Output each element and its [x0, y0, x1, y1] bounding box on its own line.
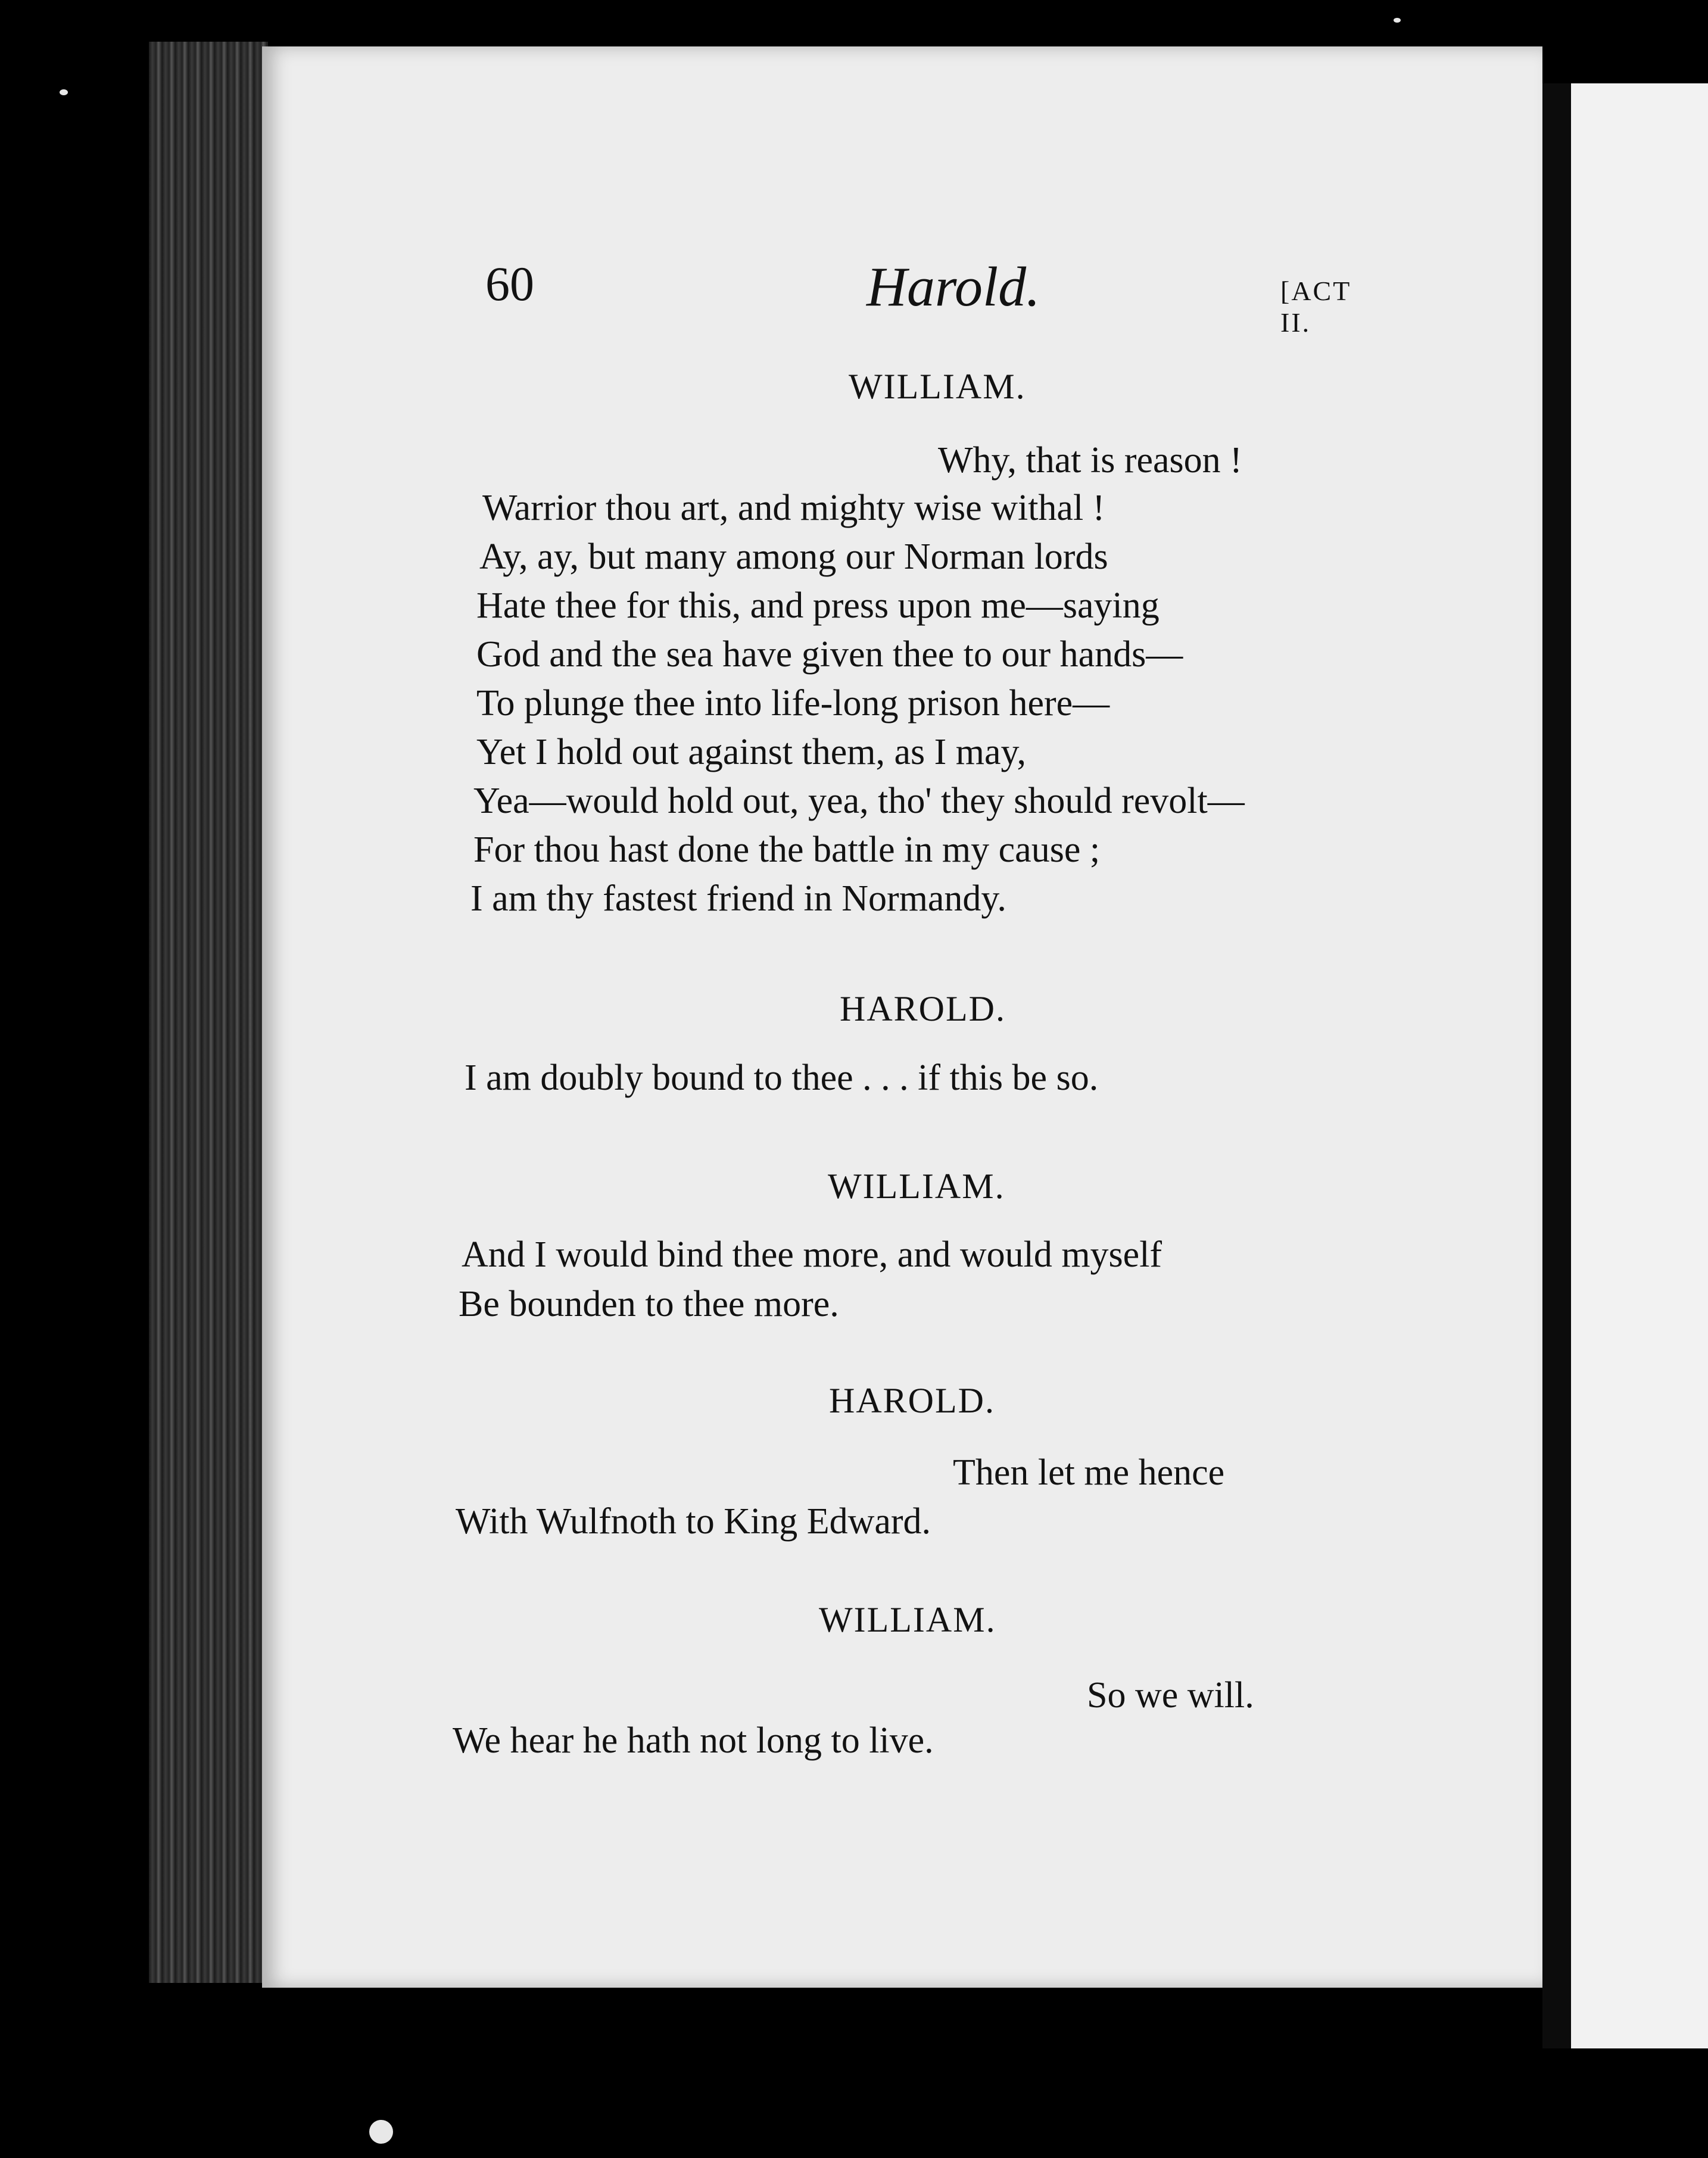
speaker-name: WILLIAM.: [849, 367, 1026, 406]
verse-line: Warrior thou art, and mighty wise withal !: [482, 488, 1105, 528]
speaker-name: HAROLD.: [840, 989, 1006, 1028]
verse-line: With Wulfnoth to King Edward.: [456, 1501, 931, 1542]
speaker-name: WILLIAM.: [828, 1167, 1005, 1206]
verse-line: Ay, ay, but many among our Norman lords: [479, 537, 1108, 577]
verse-line: God and the sea have given thee to our hands—: [476, 634, 1183, 675]
page-number: 60: [485, 257, 534, 311]
verse-line: Why, that is reason !: [938, 440, 1242, 481]
speaker-name: WILLIAM.: [819, 1600, 996, 1639]
verse-line: Yet I hold out against them, as I may,: [476, 732, 1027, 772]
scan-speck: [369, 2120, 393, 2144]
verse-line: Hate thee for this, and press upon me—saying: [476, 585, 1160, 626]
verse-line: So we will.: [1087, 1675, 1254, 1716]
scan-speck: [60, 89, 68, 95]
running-title: Harold.: [867, 256, 1040, 318]
verse-line: For thou hast done the battle in my cause ;: [473, 829, 1101, 870]
page-edges: [149, 42, 268, 1983]
verse-line: We hear he hath not long to live.: [453, 1720, 934, 1761]
speaker-name: HAROLD.: [829, 1381, 995, 1420]
verse-line: I am doubly bound to thee . . . if this be so.: [465, 1058, 1099, 1098]
verse-line: I am thy fastest friend in Normandy.: [470, 878, 1006, 919]
verse-line: To plunge thee into life-long prison here—: [476, 683, 1110, 724]
scan-speck: [1394, 18, 1401, 23]
verse-line: Be bounden to thee more.: [459, 1284, 839, 1324]
verse-line: Then let me hence: [953, 1452, 1225, 1493]
facing-page-edge: [1571, 83, 1708, 2048]
book-gutter: [1542, 83, 1571, 2048]
act-label: [ACT II.: [1280, 276, 1351, 338]
verse-line: And I would bind thee more, and would myself: [462, 1234, 1162, 1275]
verse-line: Yea—would hold out, yea, tho' they should revolt—: [473, 781, 1245, 821]
